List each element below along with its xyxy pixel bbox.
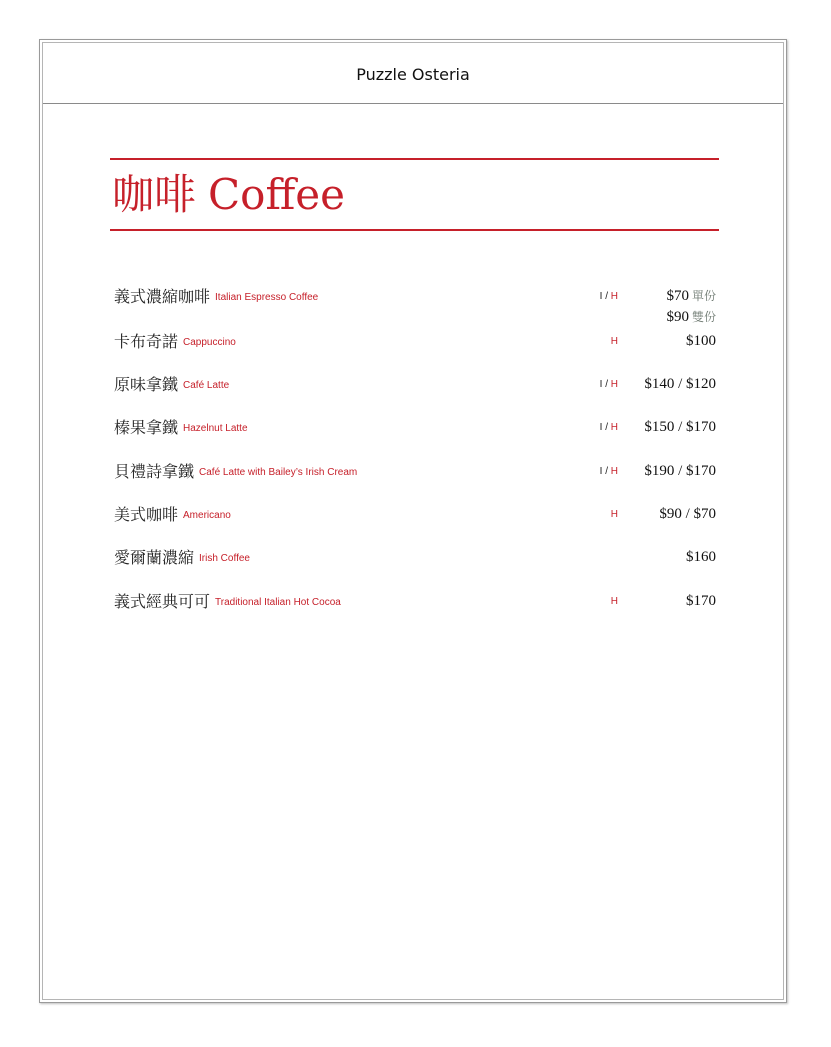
item-price	[659, 504, 716, 525]
section-title-zh: 咖啡	[112, 170, 197, 219]
item-name-zh: 原味拿鐵	[114, 375, 179, 394]
item-price	[644, 417, 716, 438]
menu-item	[114, 591, 718, 617]
item-name	[114, 417, 248, 440]
item-temperature	[600, 378, 618, 392]
temp-separator: /	[605, 422, 608, 433]
menu-item	[114, 374, 718, 400]
temp-hot: H	[610, 466, 618, 477]
item-name-zh: 義式經典可可	[114, 592, 211, 611]
section-bottom-rule	[110, 229, 719, 231]
temp-hot: H	[610, 336, 618, 347]
temp-separator: /	[605, 379, 608, 390]
temp-separator: /	[605, 466, 608, 477]
temp-separator: /	[605, 291, 608, 302]
item-name-zh: 愛爾蘭濃縮	[114, 548, 195, 567]
item-name	[114, 591, 341, 614]
item-name	[114, 547, 250, 570]
price-value: $90 / $70	[659, 506, 716, 522]
item-price	[644, 461, 716, 482]
item-name-en: Traditional Italian Hot Cocoa	[215, 597, 341, 608]
item-name-en: Irish Coffee	[199, 553, 250, 564]
menu-item	[114, 286, 718, 325]
item-price	[644, 374, 716, 395]
temp-iced: I	[599, 291, 603, 302]
temp-iced: I	[599, 379, 603, 390]
price-value: $190 / $170	[644, 463, 716, 479]
item-temperature	[611, 335, 618, 349]
section-top-rule	[110, 158, 719, 160]
item-name-en: Hazelnut Latte	[183, 423, 248, 434]
item-temperature	[611, 595, 618, 609]
price-double: $90	[666, 309, 689, 325]
header	[43, 43, 783, 104]
price-value: $160	[686, 549, 716, 565]
item-name	[114, 331, 236, 354]
temp-hot: H	[610, 509, 618, 520]
item-price	[686, 331, 716, 352]
menu-item	[114, 461, 718, 487]
item-temperature	[611, 508, 618, 522]
menu-item	[114, 504, 718, 530]
price-unit-double: 雙份	[691, 310, 716, 324]
item-price	[666, 286, 716, 328]
section-title-en: Coffee	[208, 170, 345, 219]
price-value: $170	[686, 593, 716, 609]
item-price	[686, 591, 716, 612]
price-value: $100	[686, 333, 716, 349]
item-name-en: Americano	[183, 510, 231, 521]
price-unit-single: 單份	[691, 289, 716, 303]
temp-iced: I	[599, 466, 603, 477]
price-value: $140 / $120	[644, 376, 716, 392]
item-name-en: Café Latte	[183, 380, 230, 391]
price-value: $150 / $170	[644, 419, 716, 435]
item-temperature	[600, 421, 618, 435]
section-title	[112, 168, 345, 222]
temp-iced: I	[599, 422, 603, 433]
item-name-en: Italian Espresso Coffee	[215, 292, 319, 303]
price-single: $70	[666, 288, 689, 304]
menu-item	[114, 547, 718, 573]
item-name	[114, 286, 318, 309]
item-name	[114, 374, 229, 397]
temp-hot: H	[610, 596, 618, 607]
temp-hot: H	[610, 379, 618, 390]
item-temperature	[600, 290, 618, 304]
item-name-en: Café Latte with Bailey’s Irish Cream	[199, 467, 358, 478]
item-temperature	[600, 465, 618, 479]
temp-hot: H	[610, 422, 618, 433]
item-name-zh: 榛果拿鐵	[114, 418, 179, 437]
restaurant-name: Puzzle Osteria	[356, 65, 470, 84]
menu-item	[114, 417, 718, 443]
item-name-zh: 卡布奇諾	[114, 332, 179, 351]
item-name-zh: 義式濃縮咖啡	[114, 287, 211, 306]
item-name-zh: 貝禮詩拿鐵	[114, 462, 195, 481]
menu-item	[114, 331, 718, 357]
item-name-en: Cappuccino	[183, 337, 236, 348]
item-name	[114, 504, 231, 527]
item-name-zh: 美式咖啡	[114, 505, 179, 524]
temp-hot: H	[610, 291, 618, 302]
item-name	[114, 461, 357, 484]
item-price	[686, 547, 716, 568]
